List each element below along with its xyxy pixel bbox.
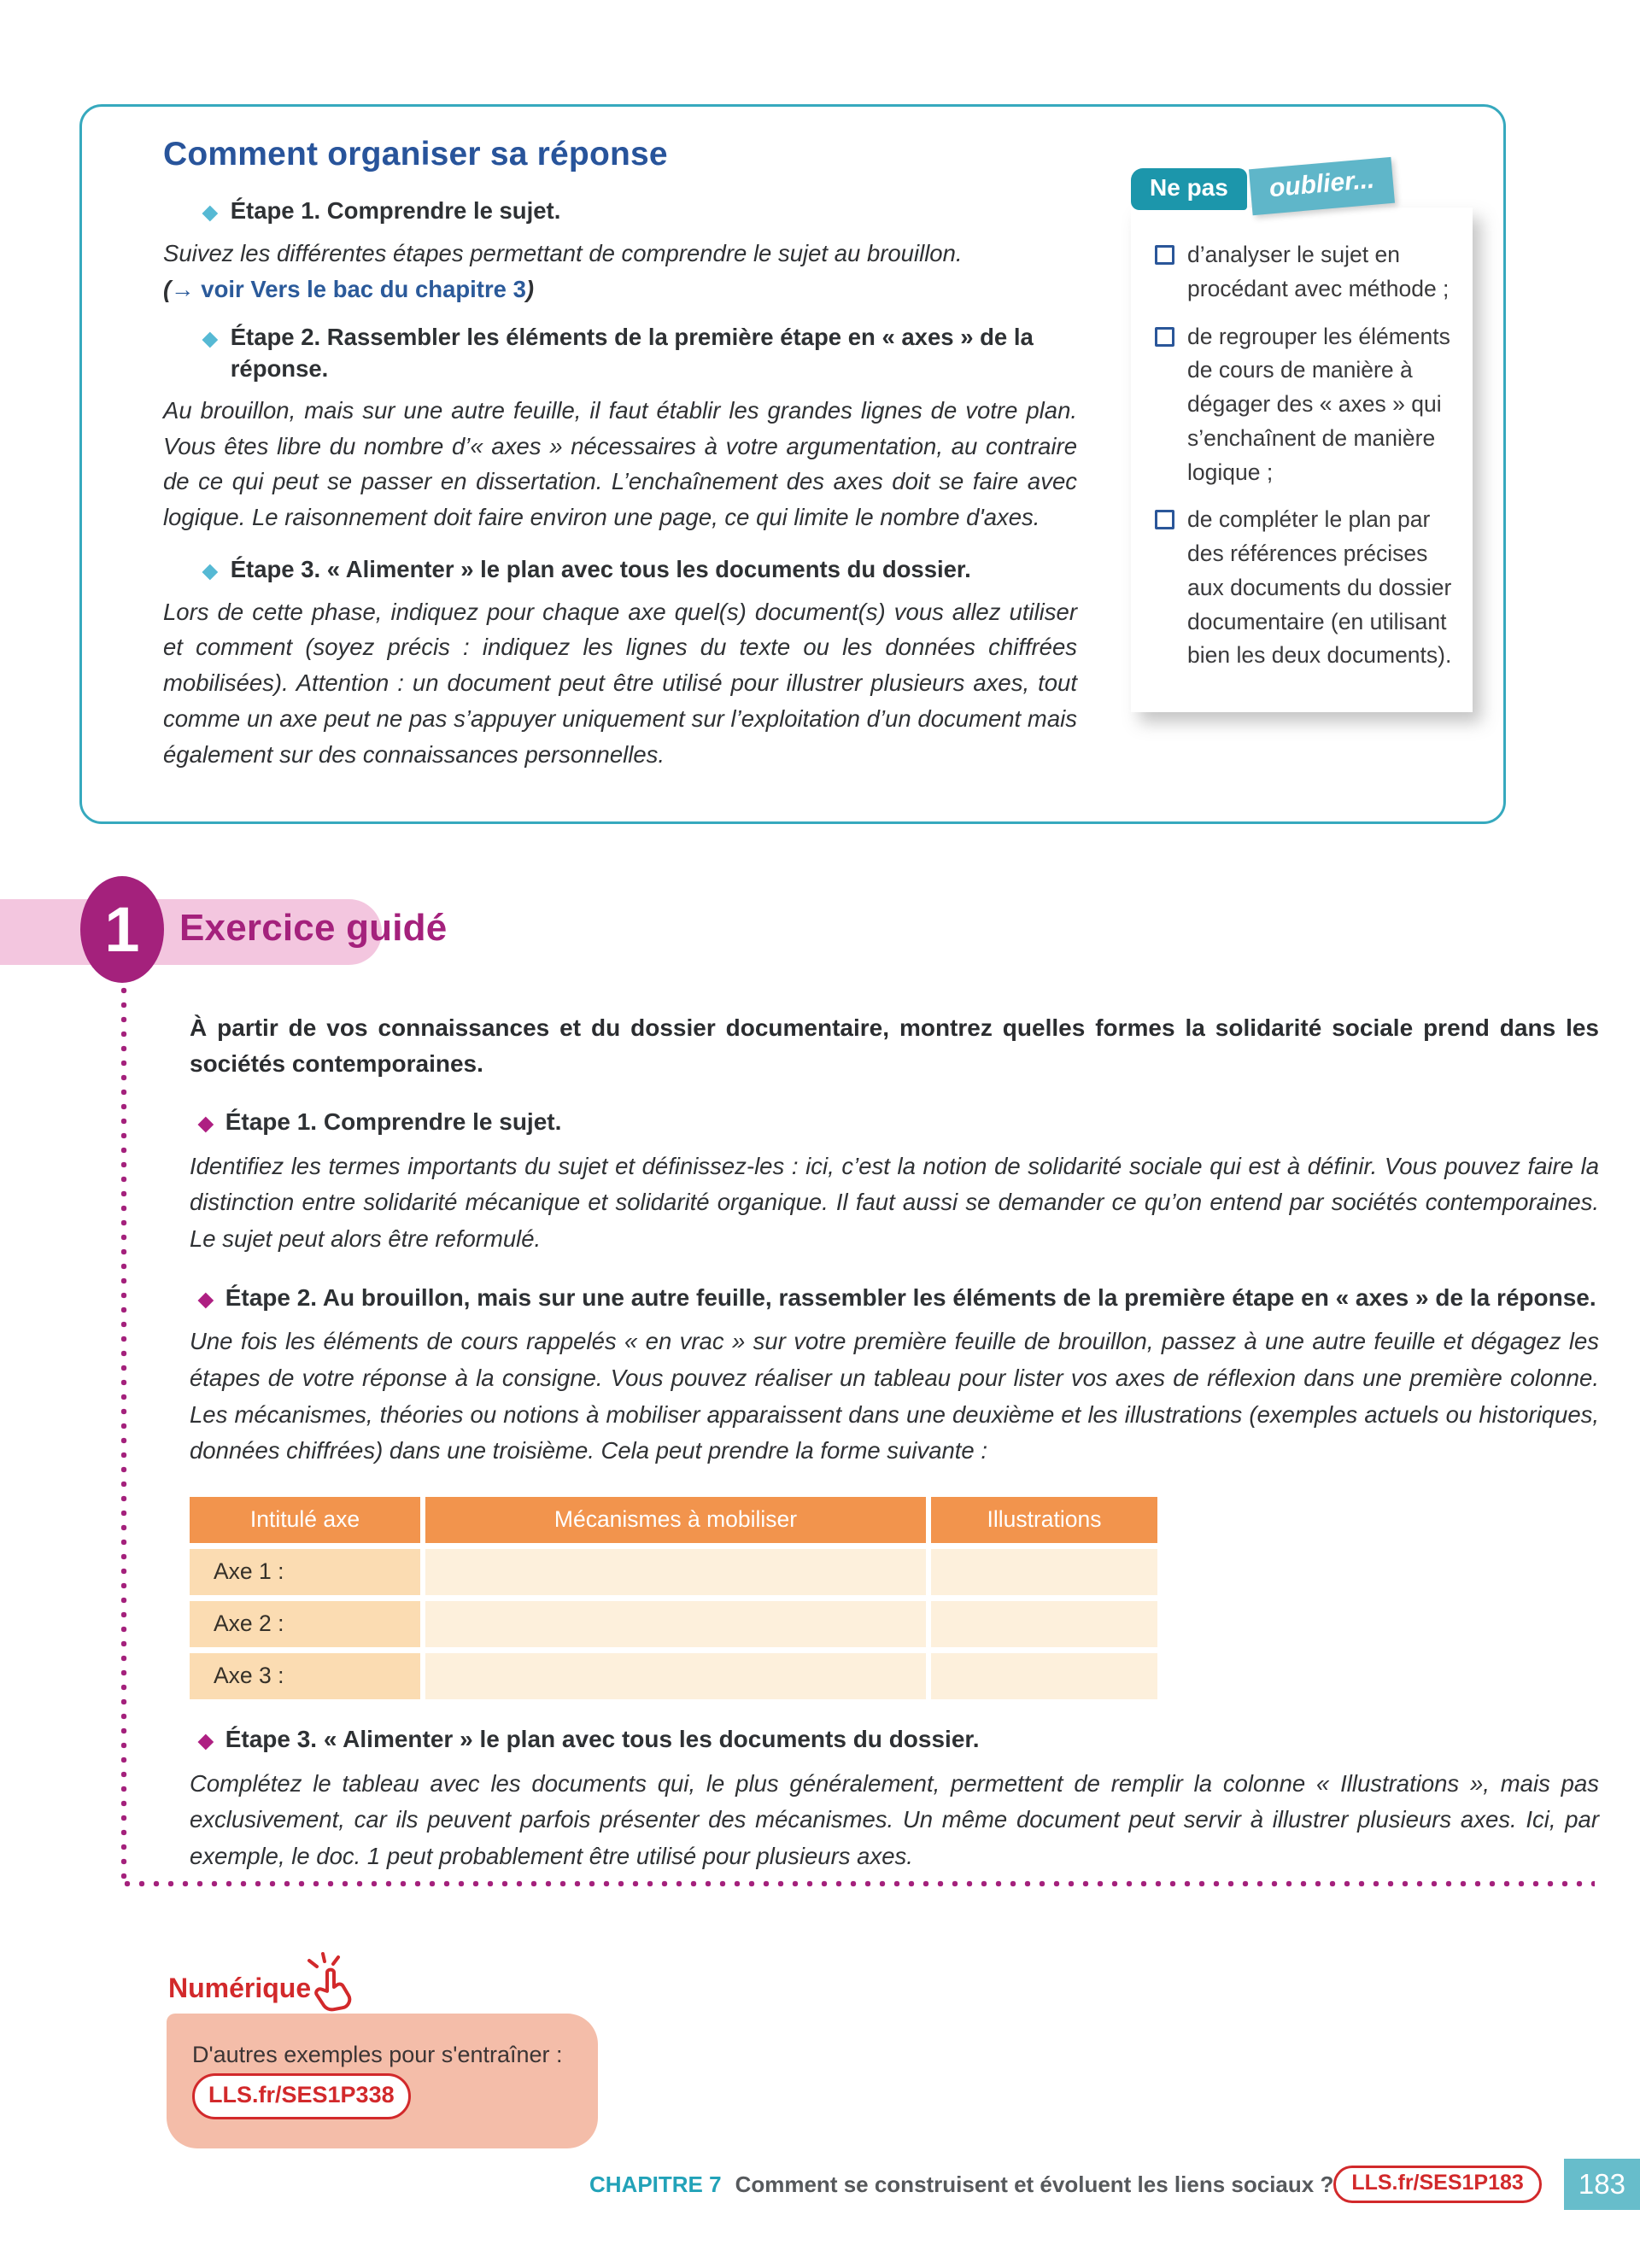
exercise-content [190,986,1599,1880]
method-step-3-body: Lors de cette phase, indiquez pour chaque axe quel(s) document(s) vous allez utiliser et comment (soyez précis : indiquez les lignes du texte ou les données chiffrées mobilisées). Attention : un document peut être utilisé pour illustrer plusieurs axes, tout comme un axe peut ne pas s’appuyer uniquement sur l’exploitation d’un document mais également sur des connaissances personnelles. [163,598,1077,768]
method-step-2-body: Au brouillon, mais sur une autre feuille, il faut établir les grandes lignes de votre plan. Vous êtes libre du nombre d’« axes » nécessaires à votre argumentation, au contraire de ce qui peut se passer en dissertation. L’enchaînement des axes doit se faire avec logique. Le raisonnement doit faire environ une page, ce qui limite le nombre d'axes. [163,396,1077,531]
checkbox-icon [1155,245,1174,265]
exercise-step-3-body: Complétez le tableau avec les documents qui, le plus généralement, permettent de remplir la colonne « Illustrations », mais pas exclusivement, car ils peuvent parfois présenter des mécanismes. Un même document peut servir à illustrer plusieurs axes. Ici, par exemple, le doc. 1 peut probablement être utilisé pour plusieurs axes. [190,1769,1599,1870]
page-footer [589,2159,1640,2210]
paren-open: ( [163,276,172,303]
method-box-title: Comment organiser sa réponse [163,136,668,172]
exercise-number-badge: 1 [80,876,164,983]
checkbox-icon [1155,510,1174,529]
reminder-item-text: de compléter le plan par des références précises aux documents du dossier documentaire (en utilisant bien les deux documents). [1187,506,1452,669]
method-step-3-heading [202,554,1077,586]
bac-reference-line [163,276,1077,303]
table-cell-empty [425,1549,926,1595]
diamond-bullet-icon [202,554,218,586]
reminder-tab-oublier: oublier... [1249,157,1395,215]
diamond-bullet-icon [198,1282,214,1314]
numerique-link[interactable]: LLS.fr/SES1P338 [192,2073,411,2119]
footer-chapter-title: Comment se construisent et évoluent les liens sociaux ? [735,2171,1334,2197]
exercise-step-3-heading [198,1723,1599,1756]
reminder-tab-ne-pas: Ne pas [1131,168,1247,210]
exercise-step-1-heading-text: Étape 1. Comprendre le sujet. [225,1108,562,1135]
method-step-1-heading [202,196,1077,227]
table-row-label-axe2: Axe 2 : [190,1601,420,1647]
table-cell-empty [931,1601,1157,1647]
dotted-border-horizontal [120,1880,1595,1887]
exercise-step-1-body: Identifiez les termes importants du sujet et définissez-les : ici, c’est la notion de solidarité sociale qui est à définir. Vous pouvez faire la distinction entre solidarité mécanique et solidarité organique. Il faut aussi se demander ce qu’on entend par sociétés contemporaines. Le sujet peut alors être reformulé. [190,1152,1599,1253]
diamond-bullet-icon [198,1723,214,1756]
reminder-item [1155,320,1452,490]
table-cell-empty [931,1549,1157,1595]
reminder-callout [1131,165,1473,806]
checkbox-icon [1155,327,1174,347]
table-cell-empty [931,1653,1157,1699]
diamond-bullet-icon [202,196,218,227]
footer-page-link[interactable]: LLS.fr/SES1P183 [1333,2166,1541,2203]
table-row-label-axe1: Axe 1 : [190,1549,420,1595]
footer-chapter-label: CHAPITRE 7 [589,2171,722,2197]
exercise-step-1-heading [198,1106,1599,1138]
table-header-mecanismes: Mécanismes à mobiliser [425,1497,926,1543]
table-cell-empty [425,1653,926,1699]
diamond-bullet-icon [202,322,218,384]
exercise-step-2-heading-text: Étape 2. Au brouillon, mais sur une autre feuille, rassembler les éléments de la première étape en « axes » de la réponse. [225,1283,1596,1311]
method-box-content [163,129,1077,806]
numerique-box [167,2014,598,2148]
reminder-item-text: d’analyser le sujet en procédant avec méthode ; [1187,242,1450,301]
table-header-illustrations: Illustrations [931,1497,1157,1543]
method-step-1-heading-text: Étape 1. Comprendre le sujet. [230,197,561,224]
reminder-item [1155,503,1452,673]
numerique-label: Numérique [168,1973,312,2003]
paren-close: ) [525,276,535,303]
exercise-title: Exercice guidé [179,907,448,949]
axes-table [190,1497,1155,1699]
method-step-1-body: Suivez les différentes étapes permettant de comprendre le sujet au brouillon. [163,239,963,266]
reminder-card [1131,208,1473,712]
exercise-step-2-body: Une fois les éléments de cours rappelés « en vrac » sur votre première feuille de brouillon, passez à une autre feuille et dégagez les étapes de votre réponse à la consigne. Vous pouvez réaliser un tableau pour lister vos axes de réflexion dans une première colonne. Les mécanismes, théories ou notions à mobiliser apparaissent dans une deuxième et les illustrations (exemples actuels ou historiques, données chiffrées) dans une troisième. Cela peut prendre la forme suivante : [190,1328,1599,1464]
table-cell-empty [425,1601,926,1647]
method-step-2-heading [202,322,1077,384]
method-step-2-heading-text: Étape 2. Rassembler les éléments de la première étape en « axes » de la réponse. [230,324,1034,382]
exercise-step-2-heading [198,1282,1599,1314]
dotted-border-vertical [120,984,127,1887]
reminder-item [1155,238,1452,307]
table-header-intitule: Intitulé axe [190,1497,420,1543]
table-row-label-axe3: Axe 3 : [190,1653,420,1699]
exercise-step-3-heading-text: Étape 3. « Alimenter » le plan avec tous les documents du dossier. [225,1725,980,1752]
numerique-text: D'autres exemples pour s'entraîner : [192,2042,563,2067]
reminder-tabs [1131,165,1473,213]
method-box [79,104,1506,824]
click-hand-icon [304,1952,359,2018]
exercise-statement: À partir de vos connaissances et du dossier documentaire, montrez quelles formes la solidarité sociale prend dans les sociétés contemporaines. [190,1014,1599,1077]
reminder-item-text: de regrouper les éléments de cours de manière à dégager des « axes » qui s’enchaînent de manière logique ; [1187,323,1450,485]
diamond-bullet-icon [198,1106,214,1138]
page-number: 183 [1564,2159,1640,2210]
bac-chapter-link[interactable]: → voir Vers le bac du chapitre 3 [171,276,526,303]
method-step-3-heading-text: Étape 3. « Alimenter » le plan avec tous les documents du dossier. [230,556,971,583]
